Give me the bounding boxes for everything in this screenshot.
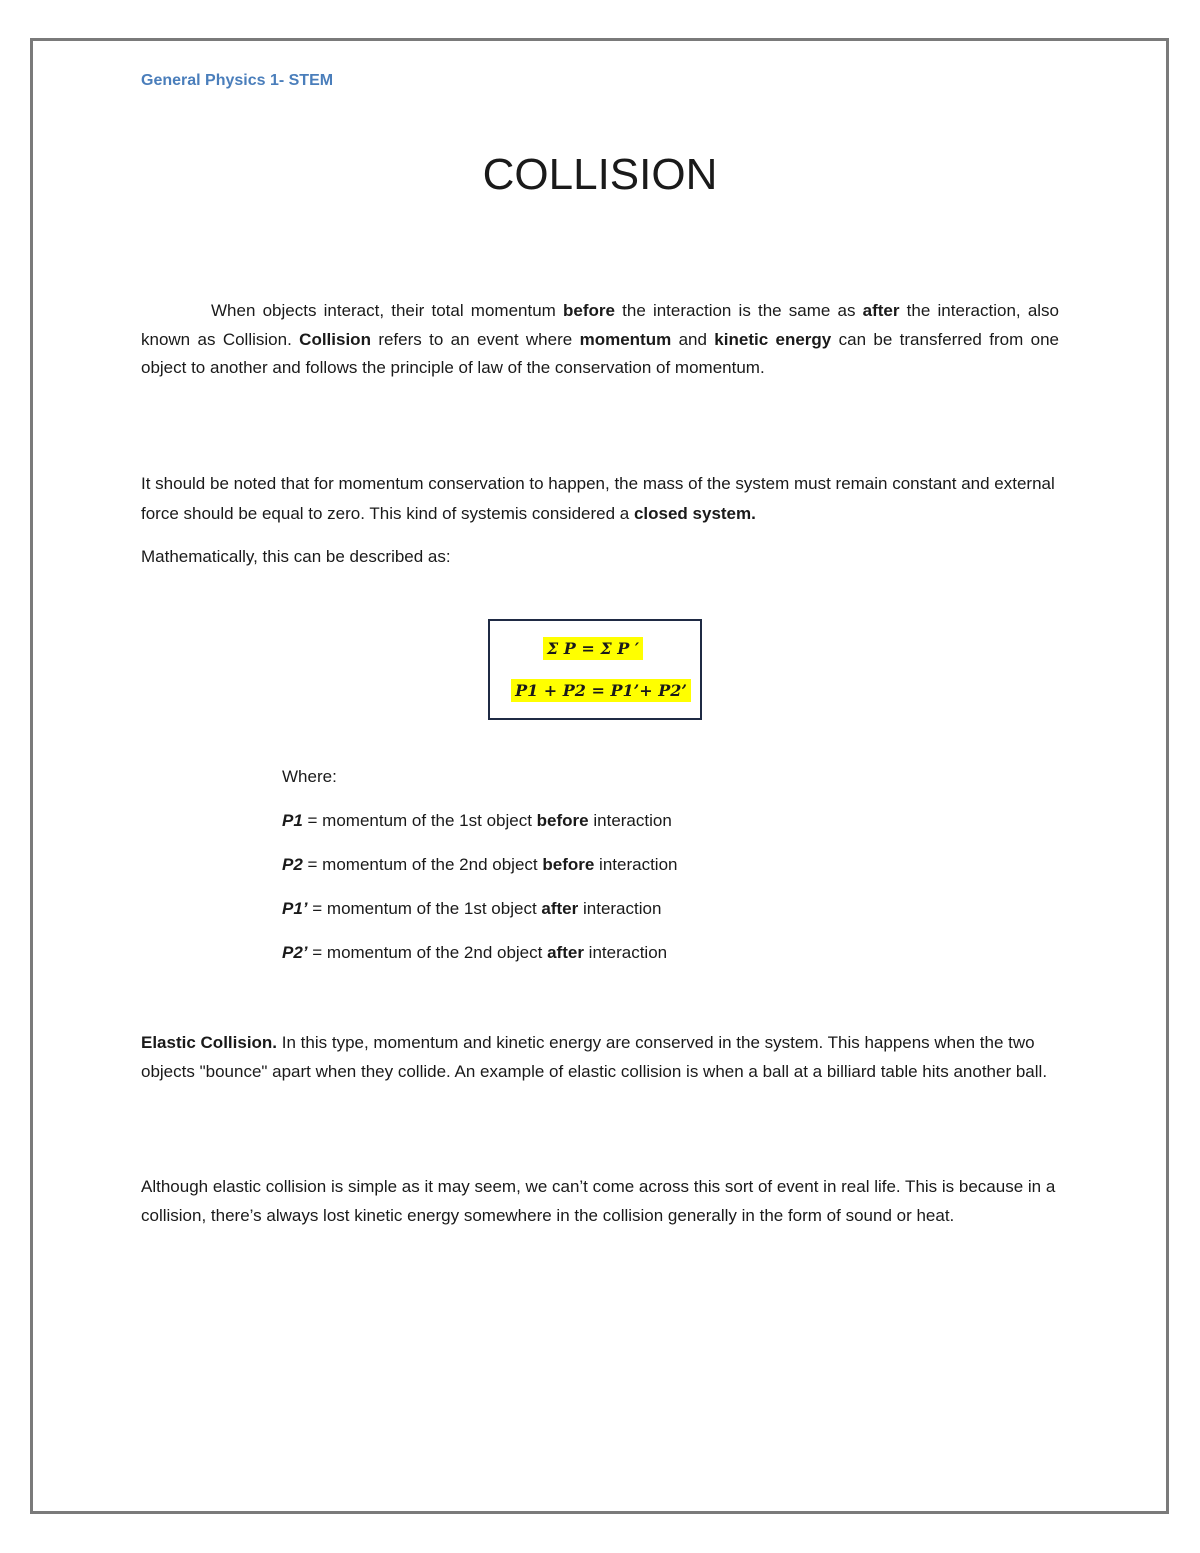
definition-symbol: P1’ [282,899,308,918]
elastic-collision-heading: Elastic Collision. [141,1033,278,1052]
definition-text-end: interaction [583,943,668,962]
intro-text-3: the interaction, also known as Collision. [141,301,1059,349]
definition-p2 [282,855,902,875]
elastic-collision-text: In this type, momentum and kinetic energy are conserved in the system. This happens when the two objects "bounce" apart when they collide. An example of elastic collision is when a ball at a billiard table hits another ball. [141,1033,1048,1081]
although-text: Although elastic collision is simple as it may seem, we can’t come across this sort of event in real life. This is because in a collision, there’s always lost kinetic energy somewhere in the collision generally in the form of sound or heat. [141,1177,1056,1225]
intro-bold-before: before [563,301,615,320]
note-text: It should be noted that for momentum conservation to happen, the mass of the system must remain constant and external force should be equal to zero. This kind of systemis considered a [141,474,1055,523]
math-intro-paragraph [141,543,1059,572]
definition-p2-prime [282,943,902,963]
definition-symbol: P2’ [282,943,308,962]
definition-bold: after [541,899,579,918]
definition-p1 [282,811,902,831]
definition-text-end: interaction [588,811,672,830]
formula-line-2-wrap [515,679,687,702]
definition-text: = momentum of the 1st object [302,811,537,830]
definition-bold: before [542,855,595,874]
intro-text-5: and [671,329,715,349]
intro-bold-kinetic-energy: kinetic energy [714,329,832,349]
intro-paragraph [141,297,1059,383]
formula-line-1: Σ P = Σ P ′ [543,637,643,660]
formula-line-1-wrap [537,637,649,660]
page-title: COLLISION [482,150,718,199]
intro-bold-collision: Collision [299,329,371,349]
definition-p1-prime [282,899,902,919]
formula-line-2: P1 + P2 = P1’+ P2’ [511,679,691,702]
definition-text-end: interaction [578,899,662,918]
definition-bold: before [536,811,589,830]
definition-symbol: P1 [282,811,303,830]
definition-bold: after [547,943,584,962]
note-bold-closed-system: closed system. [633,504,756,523]
where-label: Where: [282,767,337,786]
note-paragraph [141,469,1059,529]
although-paragraph [141,1173,1059,1230]
definition-text: = momentum of the 1st object [307,899,542,918]
document-header: General Physics 1- STEM [141,72,334,89]
intro-bold-momentum: momentum [579,329,672,349]
elastic-collision-paragraph [141,1029,1059,1086]
intro-text-4: refers to an event where [370,329,580,349]
definition-symbol: P2 [282,855,303,874]
intro-bold-after: after [862,301,900,320]
formula-box [488,619,702,720]
definition-text: = momentum of the 2nd object [307,943,548,962]
intro-text-6: can be transferred from one object to another and follows the principle of law of the conservation of momentum. [141,329,1059,377]
math-intro-text: Mathematically, this can be described as: [141,547,451,566]
intro-text-1: When objects interact, their total momentum [211,301,563,320]
definition-text: = momentum of the 2nd object [302,855,543,874]
definition-text-end: interaction [594,855,678,874]
intro-text-2: the interaction is the same as [614,301,863,320]
